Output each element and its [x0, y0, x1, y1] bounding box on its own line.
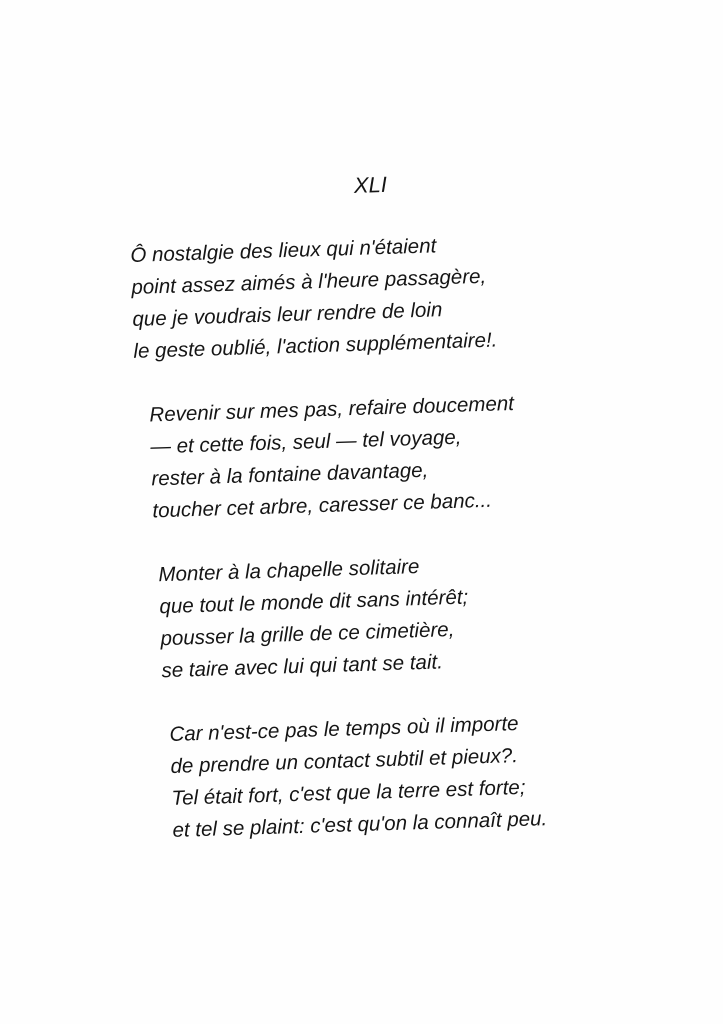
poem-line: Car n'est-ce pas le temps où il importe [169, 712, 519, 746]
poem-line: Tel était fort, c'est que la terre est forte; [171, 775, 526, 810]
poem-line: Monter à la chapelle solitaire [158, 555, 420, 587]
stanza-3 [158, 545, 614, 687]
stanza-4 [169, 705, 619, 847]
poem-line: point assez aimés à l'heure passagère, [131, 264, 487, 299]
poem-title: XLI [353, 171, 388, 198]
poem-line: — et cette fois, seul — tel voyage, [150, 425, 462, 459]
poem-line: toucher cet arbre, caresser ce banc... [152, 488, 493, 523]
stanza-2 [149, 385, 609, 527]
poem-line: rester à la fontaine davantage, [151, 458, 429, 491]
poem-line: se taire avec lui qui tant se tait. [161, 650, 444, 683]
poem-line: le geste oublié, l'action supplémentaire!. [133, 328, 498, 363]
poem-line: que tout le monde dit sans intérêt; [159, 585, 469, 619]
poem-line: Ô nostalgie des lieux qui n'étaient [130, 234, 437, 267]
poem [128, 163, 619, 847]
poem-line: Revenir sur mes pas, refaire doucement [149, 391, 515, 427]
stanza-1 [130, 225, 604, 368]
poem-line: que je voudrais leur rendre de loin [132, 298, 443, 331]
poem-line: pousser la grille de ce cimetière, [160, 617, 455, 651]
poem-line: de prendre un contact subtil et pieux?. [170, 744, 519, 778]
poem-line: et tel se plaint: c'est qu'on la connaît peu. [172, 807, 548, 842]
